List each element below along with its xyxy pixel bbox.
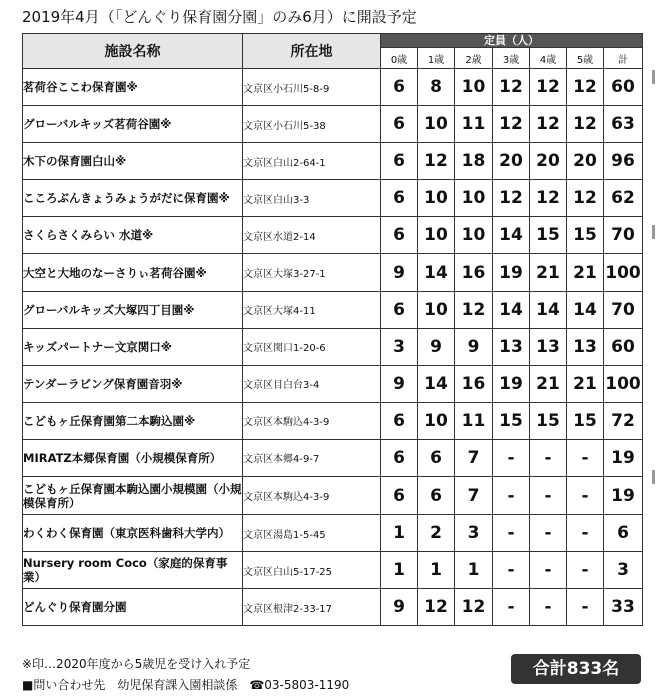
facility-name: こどもヶ丘保育園本駒込園小規模園（小規模保育所） <box>23 477 243 515</box>
capacity-age-0: 6 <box>381 402 418 439</box>
capacity-age-2: 16 <box>455 254 493 291</box>
header-age-total: 計 <box>604 48 643 69</box>
facility-name: グローバルキッズ大塚四丁目園※ <box>23 291 243 328</box>
facility-address: 文京区小石川5-8-9 <box>243 69 381 106</box>
capacity-age-4: - <box>530 515 567 552</box>
capacity-age-5: - <box>567 589 604 626</box>
page-title: 2019年4月（「どんぐり保育園分園」のみ6月）に開設予定 <box>22 8 417 26</box>
header-age-2: 2歳 <box>455 48 493 69</box>
facility-address: 文京区湯島1-5-45 <box>243 515 381 552</box>
facility-address: 文京区目白台3-4 <box>243 365 381 402</box>
capacity-age-0: 1 <box>381 515 418 552</box>
capacity-age-4: 12 <box>530 180 567 217</box>
capacity-age-0: 3 <box>381 328 418 365</box>
facility-address: 文京区本駒込4-3-9 <box>243 402 381 439</box>
capacity-age-5: 14 <box>567 291 604 328</box>
table-row <box>23 69 643 106</box>
facility-address: 文京区水道2-14 <box>243 217 381 254</box>
capacity-age-3: - <box>493 515 530 552</box>
capacity-total: 70 <box>604 217 643 254</box>
capacity-age-4: 12 <box>530 106 567 143</box>
table-row <box>23 365 643 402</box>
capacity-age-1: 9 <box>418 328 455 365</box>
facility-name: 大空と大地のなーさりぃ茗荷谷園※ <box>23 254 243 291</box>
capacity-total: 6 <box>604 515 643 552</box>
capacity-age-5: 15 <box>567 402 604 439</box>
table-row <box>23 106 643 143</box>
capacity-age-1: 14 <box>418 254 455 291</box>
facility-name: どんぐり保育園分園 <box>23 589 243 626</box>
header-age-3: 3歳 <box>493 48 530 69</box>
capacity-age-3: 15 <box>493 402 530 439</box>
capacity-age-3: 12 <box>493 69 530 106</box>
capacity-total: 60 <box>604 328 643 365</box>
capacity-age-1: 10 <box>418 106 455 143</box>
capacity-age-2: 9 <box>455 328 493 365</box>
capacity-age-1: 10 <box>418 217 455 254</box>
facility-address: 文京区本駒込4-3-9 <box>243 477 381 515</box>
facility-name: MIRATZ本郷保育園（小規模保育所） <box>23 439 243 476</box>
table-row <box>23 402 643 439</box>
capacity-age-2: 12 <box>455 291 493 328</box>
capacity-age-5: - <box>567 515 604 552</box>
capacity-age-0: 6 <box>381 180 418 217</box>
capacity-age-5: 21 <box>567 254 604 291</box>
capacity-age-2: 18 <box>455 143 493 180</box>
capacity-age-0: 6 <box>381 291 418 328</box>
capacity-age-3: - <box>493 439 530 476</box>
capacity-age-0: 6 <box>381 143 418 180</box>
facility-name: さくらさくみらい 水道※ <box>23 217 243 254</box>
contact-info: ■問い合わせ先 幼児保育課入園相談係 ☎03-5803-1190 <box>22 678 350 692</box>
capacity-age-2: 10 <box>455 217 493 254</box>
capacity-age-3: - <box>493 589 530 626</box>
table-row <box>23 180 643 217</box>
capacity-age-1: 8 <box>418 69 455 106</box>
capacity-age-1: 10 <box>418 402 455 439</box>
facility-address: 文京区大塚4-11 <box>243 291 381 328</box>
facility-name: こどもヶ丘保育園第二本駒込園※ <box>23 402 243 439</box>
capacity-age-4: 21 <box>530 365 567 402</box>
capacity-total: 3 <box>604 552 643 589</box>
capacity-age-1: 2 <box>418 515 455 552</box>
capacity-age-2: 10 <box>455 69 493 106</box>
capacity-age-5: 15 <box>567 217 604 254</box>
capacity-age-4: - <box>530 477 567 515</box>
capacity-age-3: 12 <box>493 106 530 143</box>
capacity-age-2: 7 <box>455 477 493 515</box>
table-row <box>23 143 643 180</box>
capacity-total: 62 <box>604 180 643 217</box>
capacity-total: 19 <box>604 439 643 476</box>
capacity-age-3: 14 <box>493 291 530 328</box>
capacity-age-5: - <box>567 439 604 476</box>
capacity-age-4: - <box>530 552 567 589</box>
capacity-age-0: 1 <box>381 552 418 589</box>
table-row <box>23 552 643 589</box>
edge-mark <box>652 225 655 239</box>
capacity-age-2: 10 <box>455 180 493 217</box>
capacity-age-4: 12 <box>530 69 567 106</box>
capacity-age-0: 6 <box>381 106 418 143</box>
capacity-total: 60 <box>604 69 643 106</box>
facility-address: 文京区白山5-17-25 <box>243 552 381 589</box>
facility-address: 文京区白山3-3 <box>243 180 381 217</box>
facility-address: 文京区本郷4-9-7 <box>243 439 381 476</box>
header-age-4: 4歳 <box>530 48 567 69</box>
capacity-age-3: 14 <box>493 217 530 254</box>
capacity-age-2: 3 <box>455 515 493 552</box>
capacity-age-0: 9 <box>381 589 418 626</box>
capacity-age-2: 11 <box>455 106 493 143</box>
edge-mark <box>652 470 655 484</box>
header-address: 所在地 <box>243 34 381 69</box>
capacity-age-4: 14 <box>530 291 567 328</box>
capacity-age-2: 12 <box>455 589 493 626</box>
footnote: ※印…2020年度から5歳児を受け入れ予定 <box>22 657 251 671</box>
facility-name: グローバルキッズ茗荷谷園※ <box>23 106 243 143</box>
capacity-age-5: 13 <box>567 328 604 365</box>
total-badge: 合計833名 <box>511 654 641 684</box>
capacity-age-0: 6 <box>381 477 418 515</box>
facility-name: 木下の保育園白山※ <box>23 143 243 180</box>
table-row <box>23 477 643 515</box>
capacity-age-4: 15 <box>530 217 567 254</box>
table-row <box>23 439 643 476</box>
capacity-age-3: 19 <box>493 254 530 291</box>
header-age-0: 0歳 <box>381 48 418 69</box>
capacity-age-0: 6 <box>381 217 418 254</box>
capacity-age-4: - <box>530 439 567 476</box>
capacity-age-4: 20 <box>530 143 567 180</box>
capacity-age-3: 20 <box>493 143 530 180</box>
capacity-age-0: 6 <box>381 439 418 476</box>
capacity-total: 96 <box>604 143 643 180</box>
capacity-total: 100 <box>604 254 643 291</box>
capacity-age-3: - <box>493 477 530 515</box>
facility-name: わくわく保育園（東京医科歯科大学内） <box>23 515 243 552</box>
header-age-5: 5歳 <box>567 48 604 69</box>
nursery-table <box>22 33 643 626</box>
capacity-age-1: 1 <box>418 552 455 589</box>
facility-address: 文京区関口1-20-6 <box>243 328 381 365</box>
facility-name: こころぶんきょうみょうがだに保育園※ <box>23 180 243 217</box>
facility-address: 文京区白山2-64-1 <box>243 143 381 180</box>
capacity-age-5: 12 <box>567 69 604 106</box>
table-row <box>23 217 643 254</box>
capacity-age-1: 6 <box>418 439 455 476</box>
facility-name: Nursery room Coco（家庭的保育事業） <box>23 552 243 589</box>
capacity-age-0: 9 <box>381 254 418 291</box>
capacity-total: 33 <box>604 589 643 626</box>
capacity-age-5: - <box>567 477 604 515</box>
capacity-age-4: - <box>530 589 567 626</box>
capacity-age-1: 6 <box>418 477 455 515</box>
capacity-age-1: 12 <box>418 143 455 180</box>
facility-name: キッズパートナー文京関口※ <box>23 328 243 365</box>
capacity-total: 100 <box>604 365 643 402</box>
facility-address: 文京区大塚3-27-1 <box>243 254 381 291</box>
capacity-age-5: - <box>567 552 604 589</box>
capacity-age-4: 21 <box>530 254 567 291</box>
facility-name: テンダーラビング保育園音羽※ <box>23 365 243 402</box>
table-body <box>23 69 643 626</box>
capacity-age-2: 7 <box>455 439 493 476</box>
capacity-age-5: 12 <box>567 106 604 143</box>
table-row <box>23 291 643 328</box>
capacity-age-3: - <box>493 552 530 589</box>
capacity-age-5: 21 <box>567 365 604 402</box>
capacity-total: 19 <box>604 477 643 515</box>
facility-address: 文京区小石川5-38 <box>243 106 381 143</box>
table-row <box>23 328 643 365</box>
capacity-age-1: 10 <box>418 291 455 328</box>
capacity-age-1: 12 <box>418 589 455 626</box>
capacity-age-3: 19 <box>493 365 530 402</box>
capacity-total: 70 <box>604 291 643 328</box>
header-capacity: 定員（人） <box>381 34 643 48</box>
capacity-age-3: 13 <box>493 328 530 365</box>
capacity-age-1: 14 <box>418 365 455 402</box>
capacity-age-5: 12 <box>567 180 604 217</box>
capacity-age-3: 12 <box>493 180 530 217</box>
capacity-age-2: 1 <box>455 552 493 589</box>
capacity-total: 72 <box>604 402 643 439</box>
capacity-age-0: 6 <box>381 69 418 106</box>
table-row <box>23 254 643 291</box>
capacity-age-4: 15 <box>530 402 567 439</box>
capacity-age-0: 9 <box>381 365 418 402</box>
capacity-age-4: 13 <box>530 328 567 365</box>
edge-mark <box>652 70 655 84</box>
header-name: 施設名称 <box>23 34 243 69</box>
capacity-total: 63 <box>604 106 643 143</box>
capacity-age-5: 20 <box>567 143 604 180</box>
capacity-age-2: 16 <box>455 365 493 402</box>
table-row <box>23 589 643 626</box>
capacity-age-2: 11 <box>455 402 493 439</box>
header-age-1: 1歳 <box>418 48 455 69</box>
facility-address: 文京区根津2-33-17 <box>243 589 381 626</box>
facility-name: 茗荷谷ここわ保育園※ <box>23 69 243 106</box>
table-row <box>23 515 643 552</box>
capacity-age-1: 10 <box>418 180 455 217</box>
